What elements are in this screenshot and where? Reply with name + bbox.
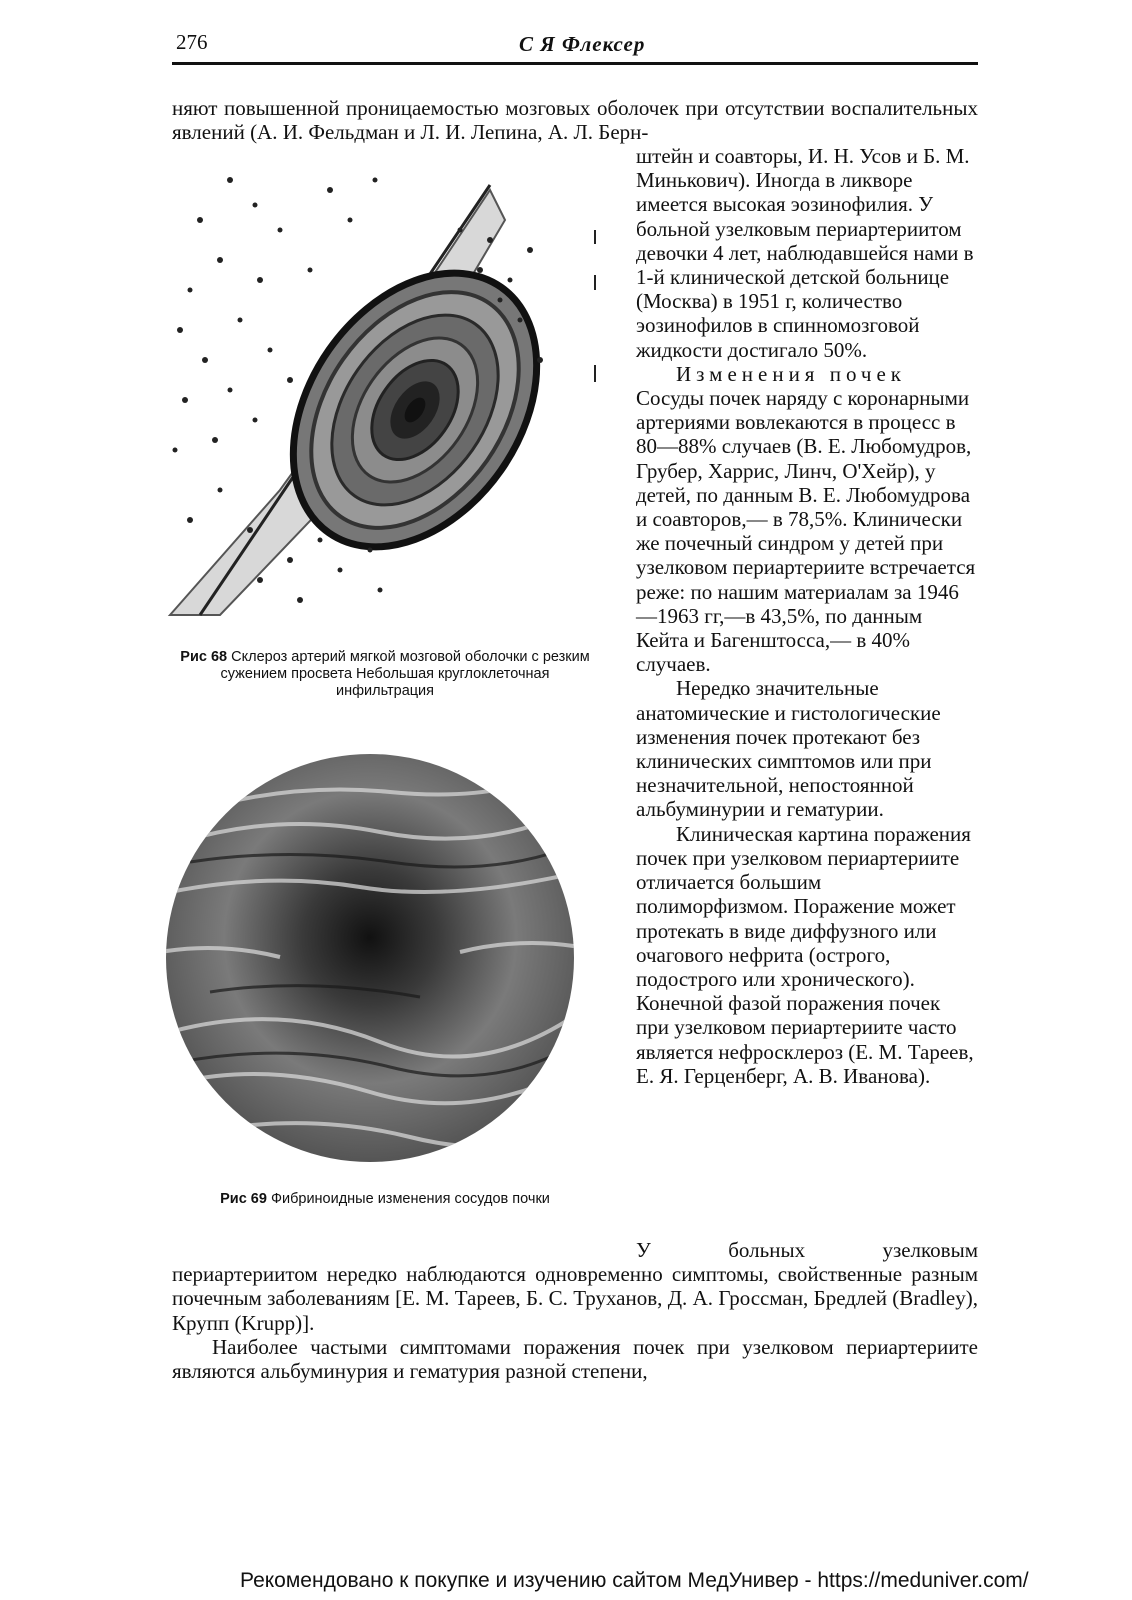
figure-69-label: Рис 69 <box>220 1191 267 1207</box>
figure-68-caption-text: Склероз артерий мягкой мозговой оболочки с резким сужением просвета Небольшая круглоклеточная инфильтрация <box>220 649 590 699</box>
bottom-paragraph-2: Наиболее частыми симптомами поражения почек при узелковом периартериите являются альбуминурия и гематурия разной степени, <box>172 1334 978 1384</box>
figure-68-caption <box>170 649 600 700</box>
header-rule <box>172 62 978 65</box>
right-column <box>636 144 978 1088</box>
right-paragraph-1: штейн и соавторы, И. Н. Усов и Б. М. Минькович). Иногда в ликворе имеется высокая эозинофилия. У больной узелковым периартериитом девочки 4 лет, наблюдавшейся нами в 1-й клинической детской больнице (Москва) в 1951 г, количество эозинофилов в спинномозговой жидкости достигало 50%. <box>636 144 974 362</box>
right-paragraph-4: Клиническая картина поражения почек при узелковом периартериите отличается большим полиморфизмом. Поражение может протекать в виде диффузного или очагового нефрита (острого, подострого или хронического). Конечной фазой поражения почек при узелковом периартериите часто является нефросклероз (Е. М. Тареев, Е. Я. Герценберг, А. В. Иванова). <box>636 821 974 1088</box>
page-number: 276 <box>176 30 208 54</box>
figure-68-micrograph <box>160 160 610 620</box>
bottom-text <box>172 1238 978 1383</box>
running-header-author: С Я Флексер <box>519 32 646 56</box>
section-heading-kidney-changes: Изменения почек <box>676 361 906 386</box>
figure-69-caption-text: Фибриноидные изменения сосудов почки <box>270 1191 550 1207</box>
top-paragraph: няют повышенной проницаемостью мозговых оболочек при отсутствии воспалительных явлений (А. И. Фельдман и Л. И. Лепина, А. Л. Берн- <box>172 96 978 145</box>
right-paragraph-2: Сосуды почек наряду с коронарными артериями вовлекаются в процесс в 80—88% случаев (В. Е. Любомудров, Грубер, Харрис, Линч, О'Хейр), у детей, по данным В. Е. Любомудрова и соавторов,— в 78,5%. Клинически же почечный синдром у детей при узелковом периартериите встречается реже: по нашим материалам за 1946—1963 гг,—в 43,5%, по данным Кейта и Багенштосса,— в 40% случаев. <box>636 386 976 677</box>
right-paragraph-3: Нередко значительные анатомические и гистологические изменения почек протекают без клинических симптомов или при незначительной, непостоянной альбуминурии и гематурии. <box>636 676 941 822</box>
bottom-paragraph-1: У больных узелковым периартериитом нередко наблюдаются одновременно симптомы, свойственные разным почечным заболеваниям [Е. М. Тареев, Б. С. Труханов, Д. А. Гроссман, Бредлей (Bradley), Крупп (Krupp)]. <box>172 1238 978 1335</box>
figure-69-micrograph <box>160 752 580 1164</box>
footer-recommendation: Рекомендовано к покупке и изучению сайтом МедУнивер - https://meduniver.com/ <box>240 1569 1029 1592</box>
figure-68-label: Рис 68 <box>180 649 228 665</box>
figure-69-caption <box>170 1191 600 1208</box>
